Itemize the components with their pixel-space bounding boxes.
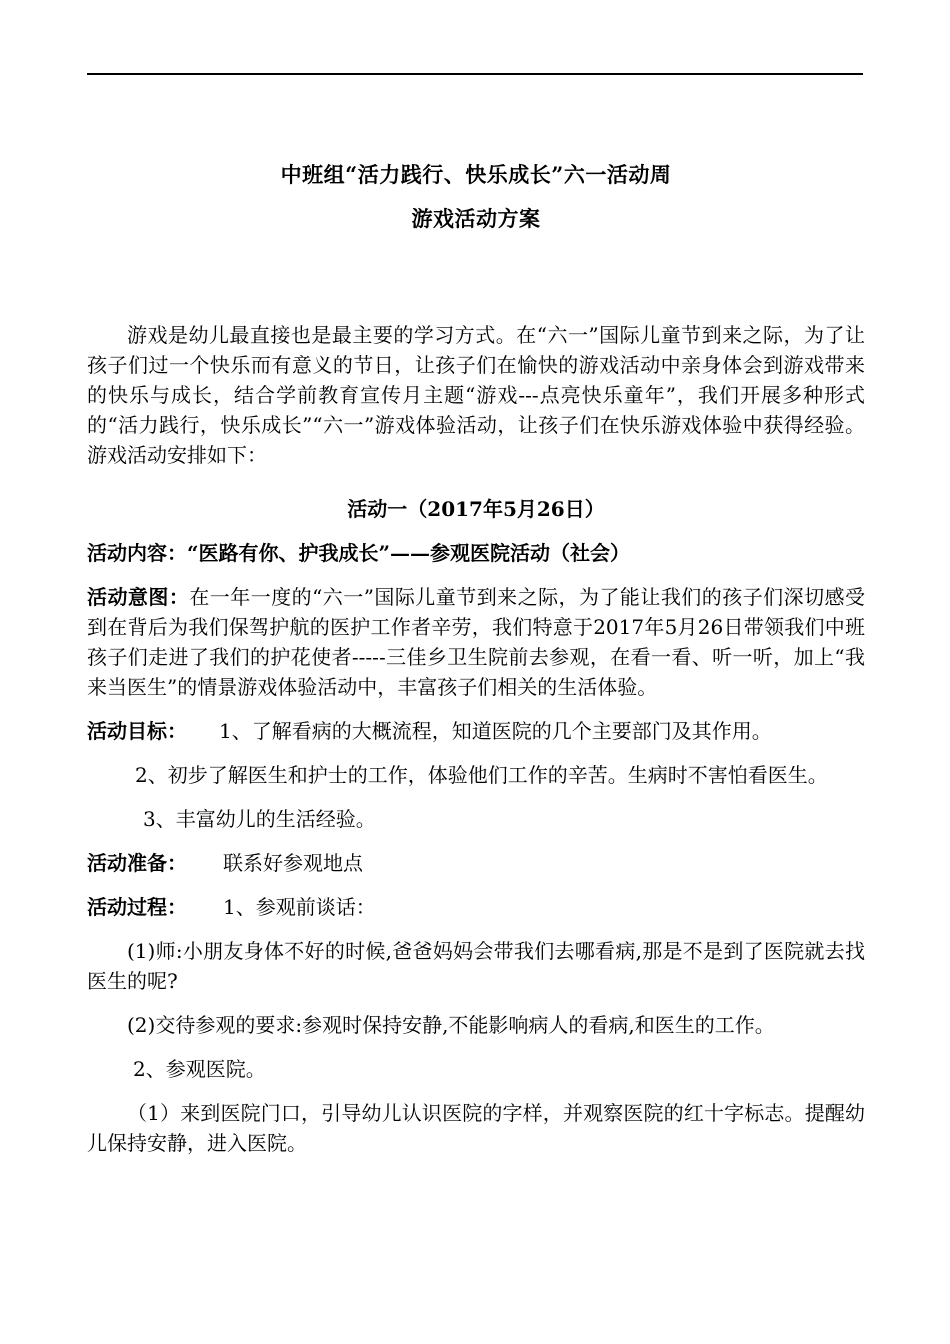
process-2-1: （1）来到医院门口，引导幼儿认识医院的字样，并观察医院的红十字标志。提醒幼儿保持安静，进入医院。 (87, 1101, 865, 1155)
goal-label: 活动目标： (87, 719, 187, 743)
goal-3: 3、丰富幼儿的生活经验。 (143, 807, 376, 831)
process-1: 1、参观前谈话： (223, 895, 376, 919)
activity-goal (87, 716, 865, 746)
activity-content (87, 538, 865, 568)
activity-heading: 活动一（2017年5月26日） (347, 497, 605, 521)
goal-1: 1、了解看病的大概流程，知道医院的几个主要部门及其作用。 (219, 719, 772, 743)
goal-2: 2、初步了解医生和护士的工作，体验他们工作的辛苦。生病时不害怕看医生。 (135, 763, 828, 787)
content-text: “医路有你、护我成长”——参观医院活动（社会） (187, 541, 631, 565)
activity-prep (87, 848, 865, 878)
document-subtitle: 游戏活动方案 (411, 206, 541, 231)
prep-text: 联系好参观地点 (223, 851, 363, 875)
process-1-1: (1)师:小朋友身体不好的时候,爸爸妈妈会带我们去哪看病,那是不是到了医院就去找医生的呢? (87, 939, 865, 993)
activity-intent (87, 582, 865, 702)
content-label: 活动内容： (87, 541, 187, 565)
activity-process (87, 892, 865, 922)
intro-paragraph: 游戏是幼儿最直接也是最主要的学习方式。在“六一”国际儿童节到来之际，为了让孩子们过一个快乐而有意义的节日，让孩子们在愉快的游戏活动中亲身体会到游戏带来的快乐与成长，结合学前教育宣传月主题“游戏---点亮快乐童年”，我们开展多种形式的“活力践行，快乐成长”“六一”游戏体验活动，让孩子们在快乐游戏体验中获得经验。游戏活动安排如下： (87, 323, 865, 467)
process-1-2: (2)交待参观的要求:参观时保持安静,不能影响病人的看病,和医生的工作。 (127, 1013, 775, 1037)
intent-text: 在一年一度的“六一”国际儿童节到来之际，为了能让我们的孩子们深切感受到在背后为我们保驾护航的医护工作者辛劳，我们特意于2017年5月26日带领我们中班孩子们走进了我们的护花使者-----三佳乡卫生院前去参观，在看一看、听一听，加上“我来当医生”的情景游戏体验活动中，丰富孩子们相关的生活体验。 (87, 585, 865, 699)
header-rule (87, 73, 863, 75)
document-title: 中班组“活力践行、快乐成长”六一活动周 (280, 162, 672, 187)
process-2: 2、参观医院。 (133, 1057, 266, 1081)
process-label: 活动过程： (87, 895, 187, 919)
document-body (87, 160, 865, 1158)
intent-label: 活动意图： (87, 585, 190, 609)
prep-label: 活动准备： (87, 851, 187, 875)
